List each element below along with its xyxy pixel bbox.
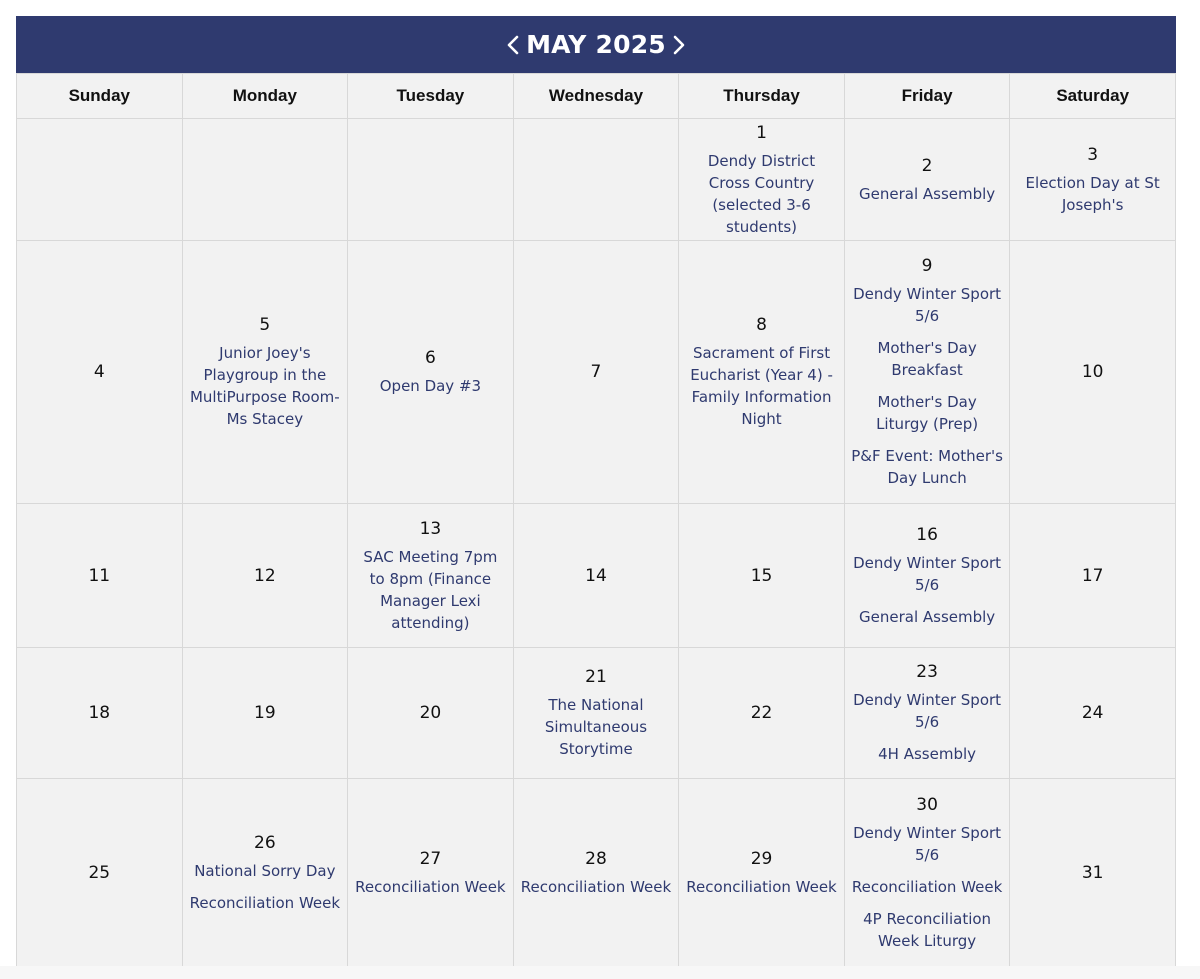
day-cell	[844, 504, 1010, 648]
event-link[interactable]: General Assembly	[859, 184, 996, 203]
day-number: 9	[921, 256, 933, 276]
day-number: 30	[916, 794, 938, 815]
day-cell	[1010, 648, 1176, 779]
day-number: 10	[1081, 362, 1104, 382]
calendar	[16, 16, 1176, 967]
event-link[interactable]: National Sorry Day	[194, 861, 336, 880]
day-number: 22	[750, 703, 773, 723]
day-cell	[679, 504, 845, 648]
week-row	[17, 119, 1176, 241]
weekday-header: Thursday	[679, 74, 845, 119]
day-cell	[17, 119, 183, 241]
day-number: 7	[590, 362, 602, 382]
day-number: 23	[916, 662, 938, 682]
event-link[interactable]: 4H Assembly	[878, 745, 977, 763]
day-cell	[348, 648, 514, 779]
day-cell	[182, 119, 348, 241]
day-cell	[182, 648, 348, 779]
day-cell	[513, 648, 679, 779]
day-cell	[844, 648, 1010, 779]
weekday-header-row	[17, 74, 1176, 119]
week-row	[17, 241, 1176, 504]
day-number: 8	[756, 315, 767, 335]
weekday-header: Tuesday	[348, 74, 514, 119]
day-number: 2	[921, 155, 933, 176]
day-cell	[348, 119, 514, 241]
weekday-header: Wednesday	[513, 74, 679, 119]
day-number: 21	[585, 667, 607, 687]
day-cell	[1010, 779, 1176, 967]
event-link[interactable]: Election Day at St Joseph's	[1025, 173, 1160, 214]
week-row	[17, 648, 1176, 779]
event-link[interactable]: Mother's Day Breakfast	[877, 339, 977, 379]
day-cell	[182, 779, 348, 967]
chevron-right-icon[interactable]	[670, 30, 688, 60]
day-number: 27	[419, 848, 442, 869]
day-cell	[679, 119, 845, 241]
event-link[interactable]: Dendy Winter Sport 5/6	[853, 823, 1002, 864]
day-cell	[182, 241, 348, 504]
day-cell	[679, 648, 845, 779]
day-cell	[348, 779, 514, 967]
weekday-header: Saturday	[1010, 74, 1176, 119]
day-number: 29	[750, 848, 773, 869]
event-link[interactable]: Reconciliation Week	[520, 877, 672, 896]
day-cell	[17, 779, 183, 967]
day-cell	[182, 504, 348, 648]
day-number: 17	[1081, 565, 1104, 586]
event-link[interactable]: The National Simultaneous Storytime	[544, 696, 648, 758]
day-number: 31	[1081, 862, 1104, 883]
day-cell	[17, 648, 183, 779]
event-link[interactable]: Dendy District Cross Country (selected 3-6 students)	[707, 151, 816, 236]
day-number: 20	[419, 703, 442, 723]
day-number: 4	[93, 362, 105, 382]
event-link[interactable]: Sacrament of First Eucharist (Year 4) - Family Information Night	[690, 344, 833, 428]
event-link[interactable]: Dendy Winter Sport 5/6	[853, 553, 1002, 594]
weekday-header: Friday	[844, 74, 1010, 119]
event-link[interactable]: Open Day #3	[379, 377, 482, 395]
event-link[interactable]: Mother's Day Liturgy (Prep)	[876, 393, 979, 433]
day-cell	[513, 241, 679, 504]
day-number: 24	[1081, 703, 1104, 723]
day-number: 14	[585, 565, 607, 586]
event-link[interactable]: Reconciliation Week	[686, 877, 837, 896]
day-cell	[844, 119, 1010, 241]
day-cell	[513, 779, 679, 967]
day-cell	[17, 241, 183, 504]
day-number: 13	[419, 518, 442, 539]
day-number: 16	[916, 524, 938, 545]
week-row	[17, 779, 1176, 967]
day-cell	[17, 504, 183, 648]
day-number: 28	[585, 848, 607, 869]
week-row	[17, 504, 1176, 648]
event-link[interactable]: Dendy Winter Sport 5/6	[853, 691, 1002, 731]
day-number: 11	[88, 565, 111, 586]
calendar-body	[17, 119, 1176, 967]
day-cell	[844, 779, 1010, 967]
chevron-left-icon[interactable]	[504, 30, 522, 60]
day-cell	[1010, 241, 1176, 504]
weekday-header: Monday	[182, 74, 348, 119]
page-footer-strip	[0, 966, 1200, 979]
day-number: 5	[259, 315, 271, 335]
event-link[interactable]: Junior Joey's Playgroup in the MultiPurpose Room- Ms Stacey	[189, 344, 340, 428]
day-number: 26	[254, 832, 276, 853]
day-cell	[513, 119, 679, 241]
day-number: 6	[424, 348, 436, 368]
day-cell	[1010, 504, 1176, 648]
calendar-header	[16, 16, 1176, 73]
day-cell	[348, 241, 514, 504]
event-link[interactable]: SAC Meeting 7pm to 8pm (Finance Manager Lexi attending)	[363, 547, 498, 632]
day-cell	[1010, 119, 1176, 241]
event-link[interactable]: Reconciliation Week	[189, 893, 341, 912]
event-link[interactable]: General Assembly	[859, 607, 996, 626]
month-title: MAY 2025	[526, 30, 666, 59]
calendar-grid	[16, 73, 1176, 967]
day-number: 19	[254, 703, 276, 723]
day-cell	[513, 504, 679, 648]
day-cell	[679, 241, 845, 504]
day-cell	[348, 504, 514, 648]
weekday-header: Sunday	[17, 74, 183, 119]
day-cell	[844, 241, 1010, 504]
day-number: 18	[88, 703, 111, 723]
event-link[interactable]: Reconciliation Week	[355, 877, 506, 896]
day-number: 15	[750, 565, 773, 586]
day-number: 3	[1087, 144, 1099, 165]
event-link[interactable]: P&F Event: Mother's Day Lunch	[851, 447, 1003, 487]
event-link[interactable]: Dendy Winter Sport 5/6	[853, 285, 1002, 325]
day-number: 1	[756, 122, 767, 143]
day-cell	[679, 779, 845, 967]
event-link[interactable]: Reconciliation Week	[851, 877, 1003, 896]
day-number: 12	[254, 565, 276, 586]
day-number: 25	[88, 862, 111, 883]
event-link[interactable]: 4P Reconciliation Week Liturgy	[863, 909, 992, 950]
